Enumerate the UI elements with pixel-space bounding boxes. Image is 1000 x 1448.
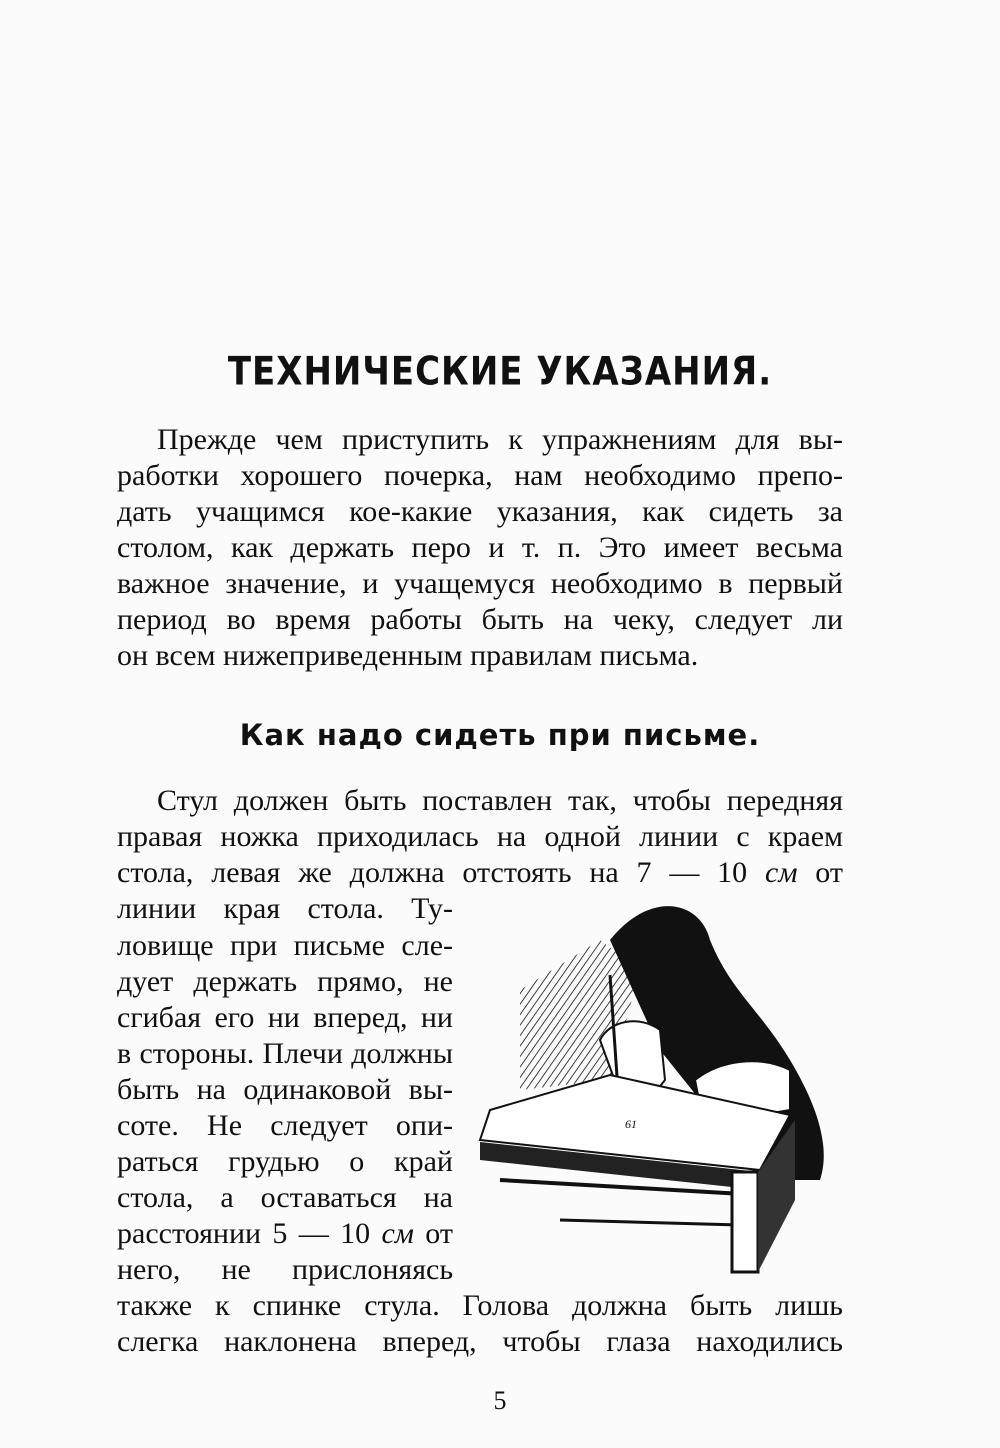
text-line: ловище при письме сле-: [117, 929, 453, 962]
text-line: сгибая его ни вперед, ни: [117, 1001, 453, 1034]
text-line: также к спинке стула. Голова должна быть лишь: [117, 1289, 843, 1322]
text-line: расстоянии 5 — 10 см от: [117, 1217, 453, 1250]
text-line: правая ножка приходилась на одной линии с краем: [117, 820, 843, 853]
text-line: слегка наклонена вперед, чтобы глаза находились: [117, 1325, 843, 1358]
text-line: линии края стола. Ту-: [117, 892, 453, 925]
hand-writing-with-pen-illustration: [460, 880, 850, 1280]
text-line: дует держать прямо, не: [117, 965, 453, 998]
illustration-label: 61: [625, 1117, 637, 1131]
text-line: соте. Не следует опи-: [117, 1109, 453, 1142]
text-line: столом, как держать перо и т. п. Это имеет весьма: [117, 531, 843, 564]
text-line: дать учащимся кое-какие указания, как сидеть за: [117, 495, 843, 528]
subsection-heading: Как надо сидеть при письме.: [239, 718, 761, 752]
text-line: стола, левая же должна отстоять на 7 — 10 см от: [117, 856, 843, 889]
text-line: работки хорошего почерка, нам необходимо препо-: [117, 459, 843, 492]
text-line: Стул должен быть поставлен так, чтобы передняя: [157, 784, 843, 817]
text-line: Прежде чем приступить к упражнениям для вы-: [157, 423, 843, 456]
text-line: в стороны. Плечи должны: [117, 1037, 453, 1070]
page-number: 5: [493, 1386, 507, 1415]
text-line: раться грудью о край: [117, 1145, 453, 1178]
section-heading: ТЕХНИЧЕСКИЕ УКАЗАНИЯ.: [227, 349, 773, 395]
text-line: важное значение, и учащемуся необходимо в первый: [117, 567, 843, 600]
text-line: быть на одинаковой вы-: [117, 1073, 453, 1106]
text-line: период во время работы быть на чеку, следует ли: [117, 603, 843, 636]
text-line: он всем нижеприведенным правилам письма.: [117, 639, 699, 672]
text-line: него, не прислоняясь: [117, 1253, 453, 1286]
text-line: стола, а оставаться на: [117, 1181, 453, 1214]
